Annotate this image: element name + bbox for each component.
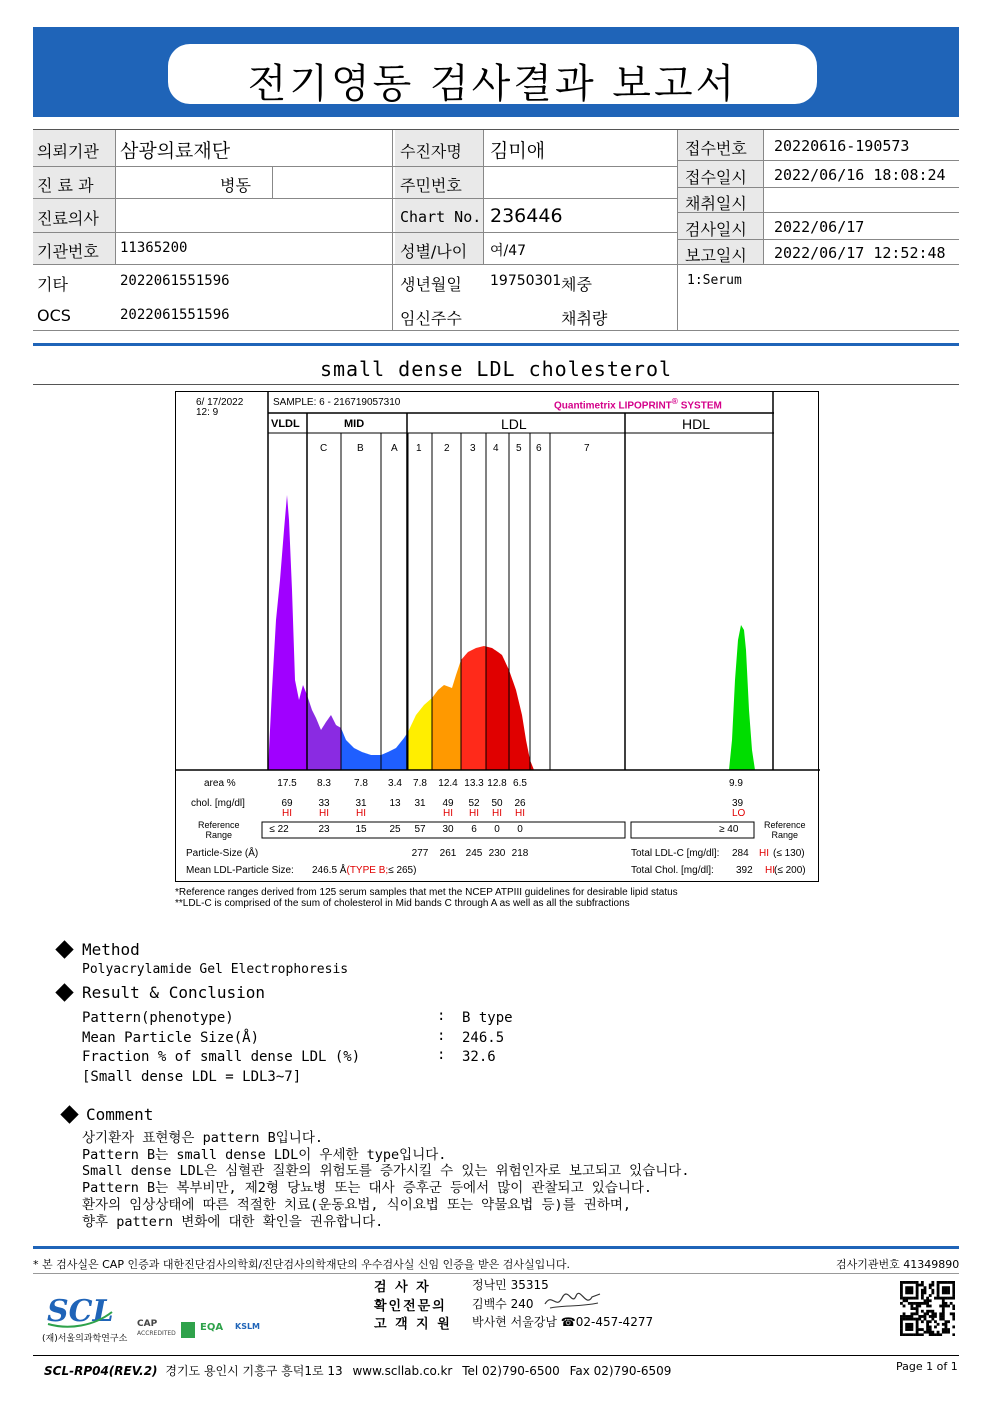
hdl-flag: LO <box>732 808 746 819</box>
total-chol-value: 392 <box>736 865 753 876</box>
mean-particle-type: (TYPE B; <box>346 865 389 876</box>
comment-title: Comment <box>86 1105 154 1124</box>
band-label-7: 7 <box>584 443 590 454</box>
cs-value: 박사현 서울강남 ☎02-457-4277 <box>472 1315 654 1329</box>
profile-band-fill <box>432 660 461 770</box>
chart-brand <box>554 396 722 411</box>
method-bullet-icon <box>55 940 73 958</box>
confirm-label: 확인전문의 <box>374 1299 447 1314</box>
ocs-label: OCS <box>37 306 71 325</box>
total-chol-label: Total Chol. [mg/dl]: <box>631 865 714 876</box>
reference-cell: 6 <box>471 824 477 835</box>
hdl-peak-fill <box>729 625 755 770</box>
hdl-area: 9.9 <box>729 778 743 789</box>
result-title: Result & Conclusion <box>82 983 266 1002</box>
ocs-value: 2022061551596 <box>120 307 230 323</box>
institution-value: 삼광의료재단 <box>120 140 231 162</box>
result-sep-2: : <box>437 1028 446 1044</box>
footnote-1: *Reference ranges derived from 125 serum samples that met the NCEP ATPIII guidelines for desirable lipid status <box>175 887 678 898</box>
section-divider-bottom <box>33 384 959 385</box>
particle-cell: 245 <box>465 848 483 859</box>
report-date-label: 보고일시 <box>685 246 747 265</box>
cap-badge-label: CAP <box>137 1319 158 1329</box>
test-date-label: 검사일시 <box>685 220 747 239</box>
cs-label: 고 객 지 원 <box>374 1317 452 1332</box>
brand-name: Quantimetrix LIPOPRINT <box>554 400 672 412</box>
org-registration-no: 검사기관번호 41349890 <box>836 1258 960 1271</box>
collect-time-label: 채취일시 <box>685 194 747 213</box>
area-cell: 17.5 <box>277 778 297 789</box>
reference-cell: 15 <box>355 824 367 835</box>
footer-sub-divider <box>33 1273 959 1274</box>
chol-cell: 33 <box>318 798 330 809</box>
result-label-3: Fraction % of small dense LDL (%) <box>82 1049 361 1065</box>
particle-size-label: Particle-Size (Å) <box>186 848 259 859</box>
confirm-value: 김백수 240 <box>472 1297 534 1311</box>
chart-footnotes <box>175 887 678 909</box>
hdl-reference-label-line1: Reference <box>764 820 806 830</box>
sex-age-label: 성별/나이 <box>400 242 468 261</box>
chart-sample: SAMPLE: 6 - 216719057310 <box>273 397 401 408</box>
chol-cell: 26 <box>514 798 526 809</box>
chol-flag-cell: HI <box>282 808 292 819</box>
chol-flag-cell: HI <box>443 808 453 819</box>
page-number: Page 1 of 1 <box>896 1360 958 1373</box>
reference-cell: 25 <box>389 824 401 835</box>
reference-cell: ≤ 22 <box>269 824 289 835</box>
etc-value: 2022061551596 <box>120 273 230 289</box>
chol-flag-cell: HI <box>492 808 502 819</box>
chol-cell: 52 <box>468 798 480 809</box>
result-label-2: Mean Particle Size(Å) <box>82 1030 260 1046</box>
sex-age-value: 여/47 <box>490 243 527 259</box>
chol-flag-cell: HI <box>515 808 525 819</box>
result-value-3: 32.6 <box>462 1049 496 1065</box>
reference-cell: 57 <box>414 824 426 835</box>
receipt-time-value: 2022/06/16 18:08:24 <box>774 166 946 184</box>
qr-code-icon <box>900 1281 955 1336</box>
chol-flag-cell: HI <box>319 808 329 819</box>
profile-band-fill <box>268 495 307 770</box>
band-label-6: 6 <box>536 443 542 454</box>
reference-label-line2: Range <box>205 830 233 840</box>
cert-note: * 본 검사실은 CAP 인증과 대한진단검사의학회/진단검사의학재단의 우수검사실 신임 인증을 받은 검사실입니다. <box>33 1258 571 1271</box>
total-ldl-value: 284 <box>732 848 749 859</box>
method-title: Method <box>82 940 140 959</box>
section-title: small dense LDL cholesterol <box>319 357 673 381</box>
mean-particle-ref: ≤ 265) <box>388 865 417 876</box>
mean-particle-number: 246.5 Å <box>312 865 347 876</box>
comment-line-4: Pattern B는 복부비만, 제2형 당뇨병 또는 대사 증후군 등에서 많이 관찰되고 있습니다. <box>82 1180 653 1196</box>
comment-line-3: Small dense LDL은 심혈관 질환의 위험도를 증가시킬 수 있는 위험인자로 보고되고 있습니다. <box>82 1163 690 1179</box>
org-no-value: 11365200 <box>120 240 188 256</box>
brand-mark: ® <box>671 396 678 406</box>
comment-line-6: 향후 pattern 변화에 대한 확인을 권유합니다. <box>82 1214 384 1230</box>
dept-label: 진 료 과 <box>37 176 94 195</box>
total-chol-flag: HI <box>765 865 775 876</box>
bottom-divider <box>33 1355 959 1356</box>
eqa-badge-icon: EQA <box>200 1322 224 1333</box>
dept-value: 병동 <box>220 176 251 195</box>
reference-cell: 30 <box>442 824 454 835</box>
pregnancy-label: 임신주수 <box>400 309 462 328</box>
result-value-2: 246.5 <box>462 1030 505 1046</box>
area-cell: 7.8 <box>413 778 427 789</box>
profile-band-fill <box>341 728 381 770</box>
scl-logo-swoosh-icon <box>44 1290 114 1330</box>
section-divider-top <box>33 343 959 346</box>
chol-flag-cell: HI <box>469 808 479 819</box>
band-label-1: 1 <box>416 443 422 454</box>
method-text: Polyacrylamide Gel Electrophoresis <box>82 962 349 977</box>
comment-line-2: Pattern B는 small dense LDL이 우세한 type입니다. <box>82 1147 447 1163</box>
chol-cell: 69 <box>281 798 293 809</box>
mean-particle-value <box>312 865 416 876</box>
mean-particle-label: Mean LDL-Particle Size: <box>186 865 294 876</box>
receipt-no-label: 접수번호 <box>685 139 747 158</box>
profile-band-fill <box>461 646 486 770</box>
result-note: [Small dense LDL = LDL3~7] <box>82 1069 302 1085</box>
particle-cell: 218 <box>511 848 529 859</box>
footer-address-line <box>44 1362 671 1379</box>
total-ldl-label: Total LDL-C [mg/dl]: <box>631 848 720 859</box>
report-date-value: 2022/06/17 12:52:48 <box>774 244 946 262</box>
form-code: SCL-RP04(REV.2) <box>44 1364 158 1378</box>
doctor-label: 진료의사 <box>37 209 99 228</box>
area-cell: 12.4 <box>438 778 458 789</box>
group-label-vldl: VLDL <box>271 418 300 430</box>
birth-value: 19750301 <box>490 273 562 289</box>
reference-label <box>198 820 240 840</box>
lipoprint-chart <box>175 391 819 882</box>
reference-cell: 0 <box>517 824 523 835</box>
area-cell: 12.8 <box>487 778 507 789</box>
result-sep-1: : <box>437 1008 446 1024</box>
reference-label-line1: Reference <box>198 820 240 830</box>
chol-cell: 31 <box>355 798 367 809</box>
particle-cell: 261 <box>439 848 457 859</box>
group-label-ldl: LDL <box>501 416 527 432</box>
reference-cell: 23 <box>318 824 330 835</box>
footnote-2: **LDL-C is comprised of the sum of cholesterol in Mid bands C through A as well as all the subfractions <box>175 898 630 909</box>
group-label-mid: MID <box>344 418 365 430</box>
result-sep-3: : <box>437 1047 446 1063</box>
profile-band-fill <box>381 732 408 770</box>
fax: Fax 02)790-6509 <box>569 1364 672 1378</box>
comment-line-5: 환자의 임상상태에 따른 적절한 치료(운동요법, 식이요법 또는 약물요법 등)를 권하며, <box>82 1197 632 1213</box>
band-label-b: B <box>357 443 364 454</box>
band-label-5: 5 <box>516 443 522 454</box>
website: www.scllab.co.kr <box>352 1364 453 1378</box>
reference-cell: 0 <box>494 824 500 835</box>
rrn-label: 주민번호 <box>400 176 462 195</box>
result-label-1: Pattern(phenotype) <box>82 1010 234 1026</box>
profile-band-fill <box>509 670 536 770</box>
hdl-chol: 39 <box>732 798 744 809</box>
profile-band-fill <box>408 698 432 770</box>
result-bullet-icon <box>55 983 73 1001</box>
cap-badge-sub: ACCREDITED <box>137 1330 176 1337</box>
band-label-3: 3 <box>470 443 476 454</box>
org-no-label: 기관번호 <box>37 242 99 261</box>
chart-no-label: Chart No. <box>400 208 482 226</box>
comment-bullet-icon <box>60 1105 78 1123</box>
etc-label: 기타 <box>37 275 68 294</box>
chart-time: 12: 9 <box>196 407 219 418</box>
lab-cert-badge-icon <box>181 1322 195 1338</box>
chol-row-label: chol. [mg/dl] <box>191 798 245 809</box>
area-cell: 3.4 <box>388 778 402 789</box>
birth-label: 생년월일 <box>400 275 462 294</box>
chart-no-value: 236446 <box>490 205 563 227</box>
patient-value: 김미애 <box>490 140 546 162</box>
chol-cell: 13 <box>389 798 401 809</box>
band-label-c: C <box>320 443 328 454</box>
hdl-reference-label-line2: Range <box>771 830 799 840</box>
cap-badge-icon <box>137 1320 176 1338</box>
profile-band-fill <box>307 695 341 770</box>
group-label-hdl: HDL <box>682 416 711 432</box>
chart-date: 6/ 17/2022 <box>196 397 244 408</box>
address: 경기도 용인시 기흥구 흥덕1로 13 <box>165 1364 343 1378</box>
weight-label: 체중 <box>561 275 592 294</box>
band-label-4: 4 <box>493 443 499 454</box>
collect-amount-label: 채취량 <box>561 309 608 328</box>
receipt-time-label: 접수일시 <box>685 168 747 187</box>
area-cell: 8.3 <box>317 778 331 789</box>
tester-value: 정낙민 35315 <box>472 1278 549 1292</box>
hdl-reference-label <box>764 820 806 840</box>
chol-cell: 50 <box>491 798 503 809</box>
kslm-badge-icon: KSLM <box>235 1322 261 1331</box>
signature-icon <box>542 1288 604 1312</box>
footer-divider <box>33 1246 959 1249</box>
total-chol-ref: (≤ 200) <box>774 865 806 876</box>
band-label-2: 2 <box>444 443 450 454</box>
chol-flag-cell: HI <box>356 808 366 819</box>
specimen-value: 1:Serum <box>687 273 742 288</box>
scl-logo-sub: (재)서울의과학연구소 <box>42 1334 128 1344</box>
total-ldl-ref: (≤ 130) <box>773 848 805 859</box>
scl-logo: SCL <box>47 1294 114 1329</box>
area-cell: 7.8 <box>354 778 368 789</box>
profile-band-fill <box>486 647 509 771</box>
total-ldl-flag: HI <box>759 848 769 859</box>
hdl-reference: ≥ 40 <box>719 824 739 835</box>
test-date-value: 2022/06/17 <box>774 218 865 236</box>
result-value-1: B type <box>462 1010 513 1026</box>
tester-label: 검 사 자 <box>374 1280 431 1295</box>
tel: Tel 02)790-6500 <box>462 1364 560 1378</box>
page-title: 전기영동 검사결과 보고서 <box>247 61 738 107</box>
patient-label: 수진자명 <box>400 142 462 161</box>
comment-line-1: 상기환자 표현형은 pattern B입니다. <box>82 1130 323 1146</box>
receipt-no-value: 20220616-190573 <box>774 137 910 155</box>
institution-label: 의뢰기관 <box>37 142 99 161</box>
brand-suffix: SYSTEM <box>680 400 722 412</box>
chol-cell: 49 <box>442 798 454 809</box>
area-row-label: area % <box>204 778 236 789</box>
chol-cell: 31 <box>414 798 426 809</box>
area-cell: 13.3 <box>464 778 484 789</box>
particle-cell: 277 <box>411 848 429 859</box>
band-label-a: A <box>391 443 398 454</box>
particle-cell: 230 <box>488 848 506 859</box>
area-cell: 6.5 <box>513 778 527 789</box>
